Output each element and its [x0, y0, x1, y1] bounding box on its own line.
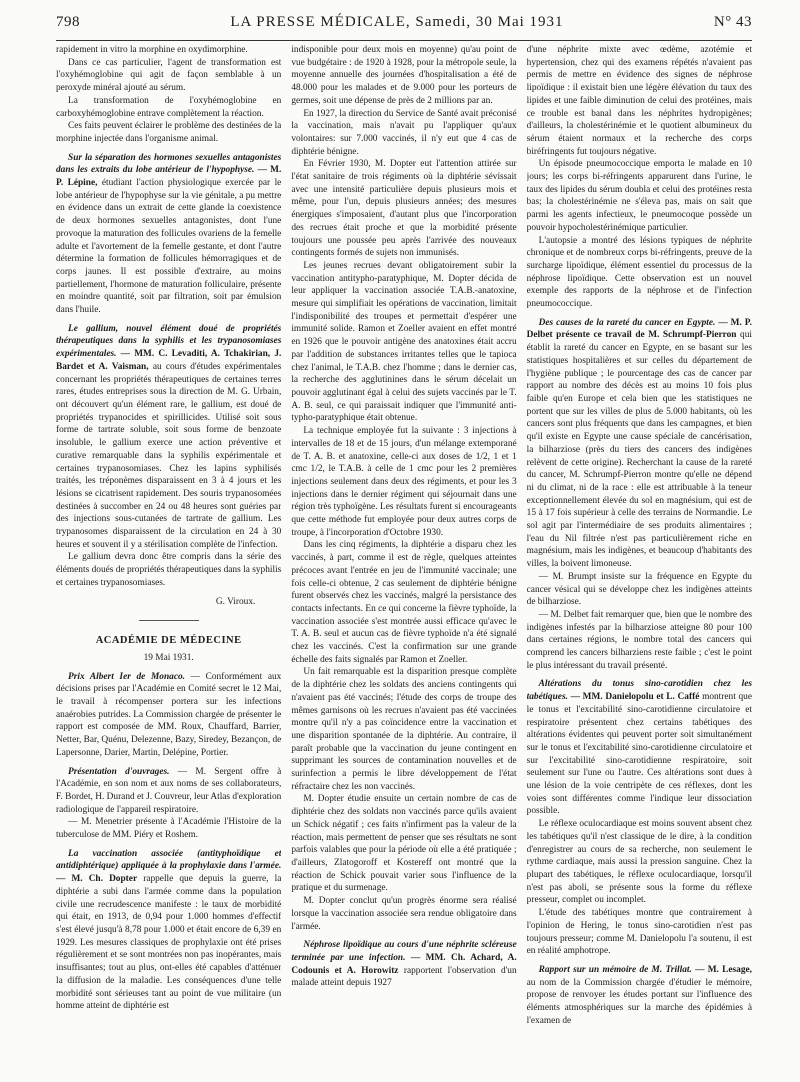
article-gallium — [56, 323, 281, 552]
article-text: au nom de la Commission chargée d'étudier le mémoire, propose de renvoyer les études portant sur l'influence des éléments atmosphériques sur la marche des épidémies à l'examen de — [526, 977, 752, 1026]
journal-title: LA PRESSE MÉDICALE, Samedi, 30 Mai 1931 — [230, 14, 564, 30]
article-nephrose — [291, 939, 516, 990]
paragraph: — M. Brumpt insiste sur la fréquence en Egypte du cancer vésical qui se développe chez les indigènes atteints de bilharziose. — [526, 571, 752, 608]
paragraph: L'étude des tabétiques montre que contrairement à l'opinion de Hering, le tonus sino-carotidien n'est pas toujours presseur; comme M. Danielopolu l'a soutenu, il est en réalité amphotrope. — [526, 908, 752, 957]
article-text: montrent que le tonus et l'excitabilité sino-carotidienne circulatoire et respiratoire présentent chez certains tabétiques des altérations évidentes qui peuvent porter soit simultanément sur le tonus et l'excitabilité sino-carotidienne circulatoire et sur l'excitabilité sino-carotidienne respiratoire, soit seulement sur l'une ou l'autre. Ces altérations sont dues à une lésion de la voie centripète de ces réflexes, dont les voies sont différentes comme l'indique leur dissociation possible. — [526, 692, 752, 817]
article-text: étudiant l'action physiologique exercée par le lobe antérieur de l'hypophyse sur la vie génitale, a pu mettre en évidence dans un extrait de cette glande la coexistence de deux hormones sexuelles antagonistes, dont l'une provoque la maturation des follicules ovariens de la femelle adulte et l'avortement de la femelle gestante, et dont l'autre détermine la formation de follicules hémorragiques et de corps jaunes. Il est possible d'extraire, au moins partiellement, l'hormone de maturation folliculaire, présente en moindre quantité, soit par filtration, soit par émulsion dans l'huile. — [56, 178, 282, 316]
paragraph: La transformation de l'oxyhémoglobine en carboxyhémoglobine entrave complètement la réaction. — [56, 95, 282, 119]
article-author: — MM. Ch. Achard, A. Codounis et A. Horowitz — [291, 952, 517, 976]
section-divider — [139, 620, 199, 621]
paragraph: rapidement in vitro la morphine en oxydimorphine. — [56, 45, 248, 55]
article-title: Le gallium, nouvel élément doué de propriétés thérapeutiques dans la syphilis et les trypanosomiases expérimentales. — [56, 323, 282, 360]
article-prix — [56, 671, 281, 760]
paragraph: indisponible pour deux mois en moyenne) qu'au point de vue budgétaire : de 1920 à 1928, pour la métropole seule, la moyenne annuelle des journées d'hospitalisation a été de 48.000 pour les malades et de 9.000 pour les porteurs de germes, soit une dépense de près de 2 millions par an. — [291, 45, 517, 106]
paragraph: M. Dopter conclut qu'un progrès énorme sera réalisé lorsque la vaccination associée sera rendue obligatoire dans l'armée. — [291, 896, 517, 932]
article-text: au cours d'études expérimentales concernant les propriétés thérapeutiques de certaines terres rares, études entreprises sous la direction de M. G. Urbain, ont découvert qu'un élément rare, le gallium, est doué de propriétés trypanocides et spirillicides. Utilisé soit sous forme de tartrate soluble, soit sous forme de benzoate insoluble, le gallium exerce une action préventive et curative remarquable dans la syphilis expérimentale et certaines trypanosomiases. Chez les lapins syphilisés traités, les tréponèmes disparaissent en 3 à 4 jours et les lésions se cicatrisent rapidement. Des souris trypanosomées destinées à succomber en 24 ou 48 heures sont guéries par des injections sous-cutanées de tartrate de gallium. Les trypanosomes disparaissent de la circulation en 24 à 30 heures et souvent il y a stérilisation complète de l'infection. — [56, 361, 282, 550]
paragraph: Les jeunes recrues devant obligatoirement subir la vaccination antitypho-paratyphique, M. Dopter décida de leur appliquer la vaccination associée T.A.B.-anatoxine, mesure qui simplifiait les opérations de vaccination, limitait l'indisponibilité des troupes et permettait d'espérer une immunité solide. Ramon et Zoeller avaient en effet montré en 1926 que le pouvoir antigène des anatoxines était accru par l'addition de substances irritantes telles que le tapioca chez l'animal, le T.A.B. chez l'homme ; dans le dernier cas, la recherche des agglutinines dans le sérum décelait un pouvoir agglutinant égal à celui des sujets vaccinés par le T. A. B. seul, ce qui paraissait indiquer que l'immunité anti-typho-paratyphique était obtenue. — [291, 260, 517, 424]
article-author: — M. P. Lépine, — [56, 165, 282, 189]
article-text: rapportent l'observation d'un malade atteint depuis 1927 — [291, 965, 517, 989]
article-title: Sur la séparation des hormones sexuelles antagonistes dans les extraits du lobe antérieur de l'hypophyse. — [56, 152, 282, 176]
article-author: — M. Lesage, — [695, 964, 752, 975]
article-title: Des causes de la rareté du cancer en Egypte. — [538, 317, 716, 328]
paragraph: Un fait remarquable est la disparition presque complète de la diphtérie chez les soldats des anciens contingents qui n'avaient pas été vaccinés; l'étude des corps de troupe des mêmes garnisons où les recrues n'avaient pas été vaccinées montre qu'il n'y a pas coïncidence entre la vaccination et une disparition spontanée de la diphtérie. Au contraire, il paraît probable que la vaccination du jeune contingent en supprimant les sources de contamination nouvelles et de surinfection a permis le libre développement de l'état réfractaire chez les non vaccinés. — [291, 667, 517, 792]
article-title: Altérations du tonus sino-carotidien chez les tabétiques. — [526, 679, 752, 703]
text-columns — [56, 44, 752, 1070]
paragraph: M. Dopter étudie ensuite un certain nombre de cas de diphtérie chez des soldats non vaccinés parce qu'ils avaient un Schick négatif ; ces faits n'infirment pas la valeur de la réaction, mais permettent de penser que ses résultats ne sont parfois valables que pour la période où elle a été pratiquée ; d'ailleurs, Zlatogoroff et Kostereff ont montré que la réaction de Schick pouvait varier sous l'influence de la pratique et du surmenage. — [291, 794, 517, 894]
article-cancer-egypte — [527, 317, 752, 571]
article-text: — M. Sergent offre à l'Académie, en son nom et aux noms de ses collaborateurs, F. Bordet, H. Durand et J. Couvreur, leur Atlas d'exploration radiologique de l'appareil respiratoire. — [56, 766, 282, 815]
paragraph: Le réflexe oculocardiaque est moins souvent absent chez les tabétiques qu'il n'est classique de le dire, à la condition d'enregistrer au cours de sa recherche, non seulement le rythme cardiaque, mais aussi la pression sanguine. Chez la plupart des tabétiques, le réflexe oculocardiaque, lorsqu'il n'est pas aboli, se présente sous la forme du réflexe presseur, complet ou incomplet. — [526, 819, 752, 906]
paragraph: La technique employée fut la suivante : 3 injections à intervalles de 18 et de 15 jours, d'un mélange extemporané de T. A. B. et anatoxine, celle-ci aux doses de 1/2, 1 et 1 cmc 1/2, le T.A.B. à celle de 1 cmc pour les 2 premières injections seulement dans deux des régiments, et pour les 3 injections dans le dernier régiment qui séjournait dans une région très typhoïgène. Les résultats furent si encourageants que cette méthode fut employée pour deux autres corps de troupe, à l'incorporation d'Octobre 1930. — [291, 426, 517, 538]
article-author: — MM. C. Levaditi, A. Tchakirian, J. Bardet et A. Vaisman, — [56, 349, 282, 372]
paragraph: Dans les cinq régiments, la diphtérie a disparu chez les vaccinés, à part, comme il est de règle, quelques atteintes précoces avant l'entrée en jeu de l'immunité vaccinale; une fois celle-ci obtenue, 2 cas seulement de diphtérie bénigne furent observés chez les vaccinés, malgré la persistance des contacts infectants. En ce qui concerne la fièvre typhoïde, la vaccination associée s'est montrée aussi efficace qu'avec le T. A. B. seul et aucun cas de fièvre typhoïde n'a été signalé chez les vaccinés. C'est la confirmation sur une grande échelle des faits signalés par Ramon et Zoeller. — [291, 540, 517, 665]
article-author: — M. P. Delbet présente ce travail de M. Schrumpf-Pierron — [526, 317, 752, 341]
article-title: Présentation d'ouvrages. — [68, 766, 170, 777]
column-2 — [291, 44, 516, 1070]
page-number: 798 — [56, 14, 80, 30]
article-tonus-sino-carotidien — [527, 678, 752, 818]
article-vaccination — [56, 848, 281, 1013]
signature: G. Viroux. — [215, 596, 256, 607]
article-title: Rapport sur un mémoire de M. Trillat. — [538, 964, 692, 975]
column-3 — [527, 44, 752, 1070]
paragraph: — M. Menetrier présente à l'Académie l'Histoire de la tuberculose de MM. Piéry et Roshem. — [56, 817, 282, 841]
section-title: ACADÉMIE DE MÉDECINE — [95, 635, 242, 647]
paragraph: d'une néphrite mixte avec œdème, azotémie et hypertension, chez qui des examens répétés n'avaient pas permis de mettre en évidence des signes de néphrose lipoïdique : il existait bien une légère élévation du taux des lipides et une faible diminution de celui des protéines, mais ce trouble est banal dans les néphrites hydropigènes; d'ailleurs, la cholestérinémie et le quotient albumineux du sérum étaient normaux et la recherche des corps biréfringents fut toujours négative. — [526, 45, 752, 157]
article-presentation — [56, 766, 281, 817]
page-header — [56, 14, 752, 36]
paragraph: Dans ce cas particulier, l'agent de transformation est l'oxyhémoglobine qui agit de façon semblable à un peroxyde minéral ajouté au sérum. — [56, 57, 282, 94]
article-title: La vaccination associée (antityphoïdique et antidiphtérique) appliquée à la prophylaxie dans l'armée. — [56, 848, 282, 872]
issue-number: N° 43 — [713, 14, 752, 30]
article-title: Prix Albert Ier de Monaco. — [68, 671, 185, 682]
article-lepine — [56, 152, 281, 317]
paragraph: Ces faits peuvent éclairer le problème des destinées de la morphine injectée dans l'organisme animal. — [56, 121, 282, 144]
article-text: qui établit la rareté du cancer en Egypte, en se basant sur les statistiques hospitalières et sur celles du département de l'hygiène publique ; le pourcentage des cas de cancer par rapport au nombre des décès est au moins 10 fois plus faible qu'en Europe et cela bien que les statistiques ne portent que sur les villes de plus de 5.000 habitants, où les cancers sont plus fréquents que dans les campagnes, et bien qu'il existe en Egypte une cause spéciale de cancérisation, la bilharziose (près du tiers des cancers des indigènes relèvent de cette origine). Recherchant la cause de la rareté du cancer, M. Schrumpf-Pierron montre qu'elle ne dépend ni du climat, ni de la race : elle est attribuable à la teneur exceptionnellement élevée du sol en magnésium, qui est de 15 à 17 fois supérieur à celle des terrains de Normandie. Le sol agit par l'intermédiaire de ses produits alimentaires ; l'eau du Nil filtrée n'est pas particulièrement riche en magnésium, mais les indigènes, et beaucoup d'habitants des villes, la boivent limoneuse. — [526, 330, 752, 570]
paragraph: En Février 1930, M. Dopter eut l'attention attirée sur l'état sanitaire de trois régiments où la diphtérie sévissait avec une intensité particulière depuis plusieurs mois et même, pour l'un, depuis plusieurs années; des mesures énergiques s'imposaient, d'autant plus que l'incorporation des recrues était proche et que la morbidité présente toujours une poussée peu après l'arrivée des nouveaux contingents formés de sujets non immunisés. — [291, 159, 517, 259]
paragraph: Un épisode pneumococcique emporta le malade en 10 jours; les corps bi-réfringents apparurent dans l'urine, le taux des lipides du sérum doubla et celui des protéines resta bas; la cholestérinémie ne s'éleva pas, mais on sait que parmi les agents infectieux, le pneumocoque possède un pouvoir hypocholestérinémique particulier. — [526, 159, 752, 233]
article-rapport-trillat — [527, 964, 752, 1028]
article-author: — MM. Danielopolu et L. Caffé — [570, 692, 700, 703]
paragraph: Le gallium devra donc être compris dans la série des éléments doués de propriétés thérapeutiques dans la syphilis et certaines trypanosomiases. — [56, 552, 282, 588]
section-date: 19 Mai 1931. — [143, 652, 194, 663]
article-title: Néphrose lipoïdique au cours d'une néphrite scléreuse terminée par une infection. — [291, 940, 517, 963]
paragraph: — M. Delbet fait remarquer que, bien que le nombre des indigènes infestés par la bilharziose atteigne 80 pour 100 dans certaines régions, le nombre total des cancers qui comprend les cancers bilharziens reste faible ; c'est le point le plus intéressant du travail présenté. — [526, 609, 752, 671]
article-text: — Conformément aux décisions prises par l'Académie en Comité secret le 12 Mai, le travail à récompenser portera sur les infections anaérobies putrides. La Commission chargée de présenter le rapport est composée de MM. Roux, Chauffard, Barrier, Netter, Bar, Quénu, Delezenne, Bazy, Siredey, Bezançon, de Lapersonne, Darier, Martin, Delépine, Portier. — [56, 671, 282, 758]
paragraph: L'autopsie a montré des lésions typiques de néphrite chronique et de nombreux corps bi-réfringents, preuve de la surcharge lipoïdique, élément essentiel du processus de la néphrose lipoïdique. Cette observation est un nouvel exemple des rapports de la néphrose et de l'infection pneumococcique. — [526, 235, 752, 310]
article-text: rappelle que depuis la guerre, la diphtérie a subi dans l'armée comme dans la population civile une recrudescence manifeste : le taux de morbidité qui était, en 1913, de 0,94 pour 1.000 hommes d'effectif s'est élevé jusqu'à 8,78 pour 1.000 et était encore de 6,39 en 1929. Les mesures classiques de prophylaxie ont été prises régulièrement et se sont montrées non pas inopérantes, mais insuffisantes; tout au plus, ont-elles été capables d'atténuer la diffusion de la maladie. Les conséquences d'une telle morbidité sont sérieuses tant au point de vue militaire (un homme atteint de diphtérie est — [56, 874, 282, 1012]
article-author: — M. Ch. Dopter — [56, 874, 138, 885]
column-1 — [56, 44, 281, 1070]
header-rule — [56, 40, 752, 41]
paragraph: En 1927, la direction du Service de Santé avait préconisé la vaccination, mais n'avait pu l'appliquer qu'aux volontaires: sur 7.000 vaccinés, il n'y eut que 4 cas de diphtérie bénigne. — [291, 108, 517, 157]
